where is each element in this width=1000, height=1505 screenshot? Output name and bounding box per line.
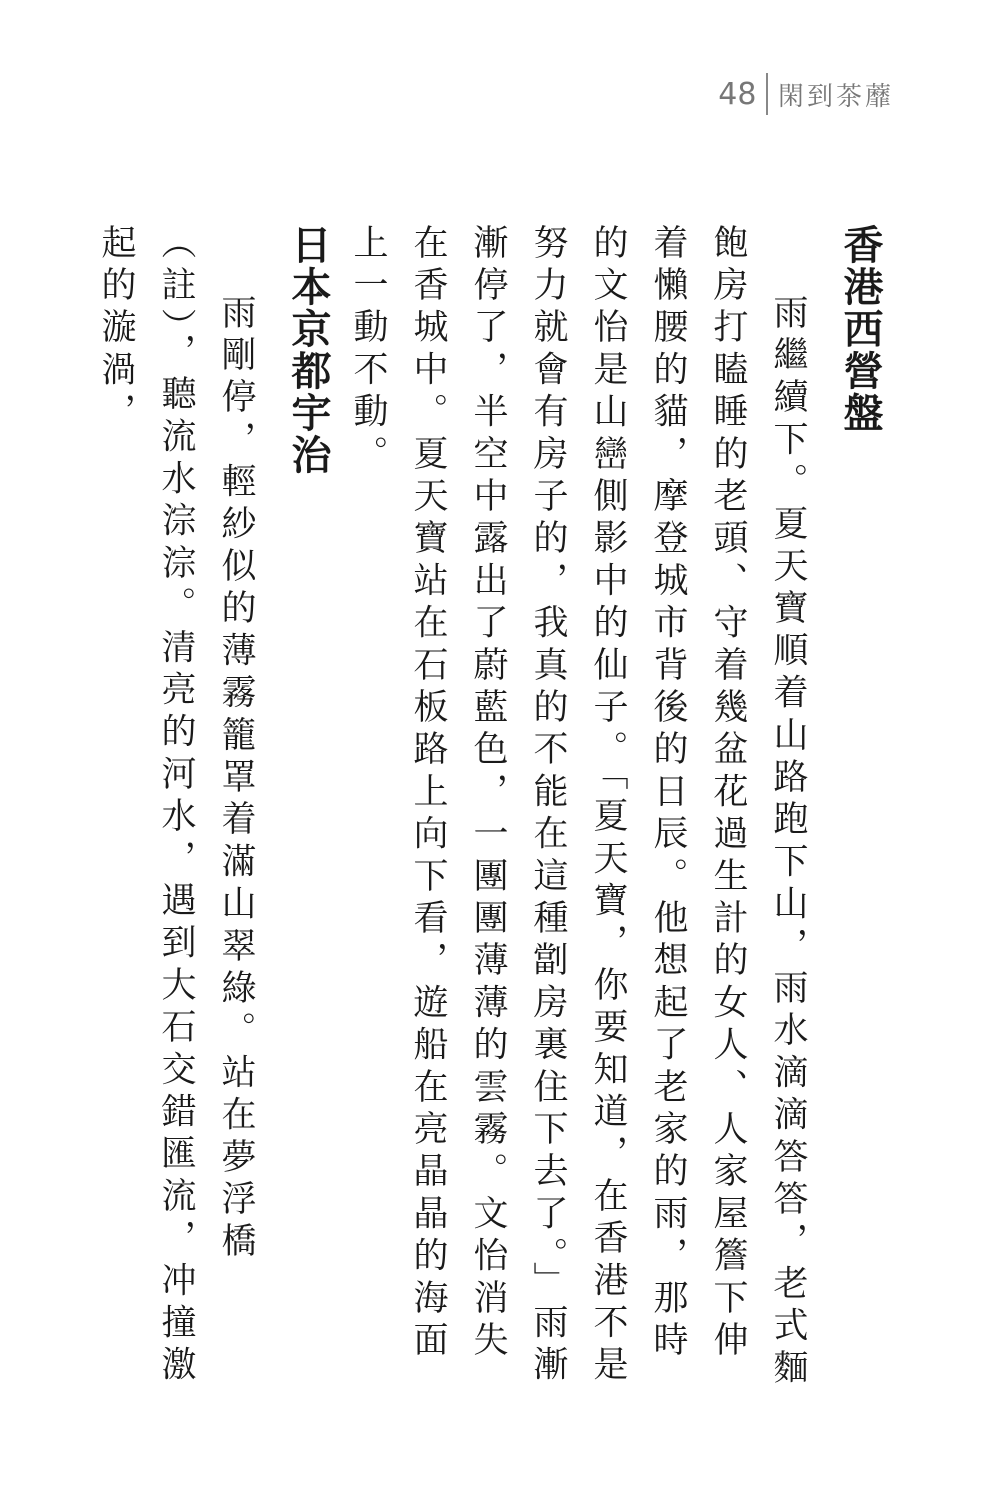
paragraph-hong-kong: 雨繼續下。夏天寶順着山路跑下山，雨水滴滴答答，老式麵飽房打瞌睡的老頭、守着幾盆花過生計的女人、人家屋簷下伸着懶腰的貓，摩登城市背後的日辰。他想起了老家的雨，那時的文怡是山巒側影中的仙子。「夏天寶，你要知道，在香港不是努力就會有房子的，我真的不能在這種劏房裏住下去了。」雨漸漸停了，半空中露出了蔚藍色，一團團薄薄的雲霧。文怡消失在香城中。夏天寶站在石板路上向下看，遊船在亮晶晶的海面上一動不動。 [348,224,808,1392]
page-number: 48 [718,76,757,112]
vertical-body-text [70,224,890,1404]
header-divider [766,73,768,115]
book-title: 閑到茶蘼 [777,81,894,112]
section-heading-hong-kong: 香港西營盤 [837,224,884,434]
section-heading-kyoto: 日本京都宇治 [285,224,332,476]
running-header [718,72,894,116]
paragraph-kyoto: 雨剛停，輕紗似的薄霧籠罩着滿山翠綠。站在夢浮橋（註），聽流水淙淙。清亮的河水，遇到大石交錯匯流，冲撞激起的漩渦， [96,224,256,1389]
